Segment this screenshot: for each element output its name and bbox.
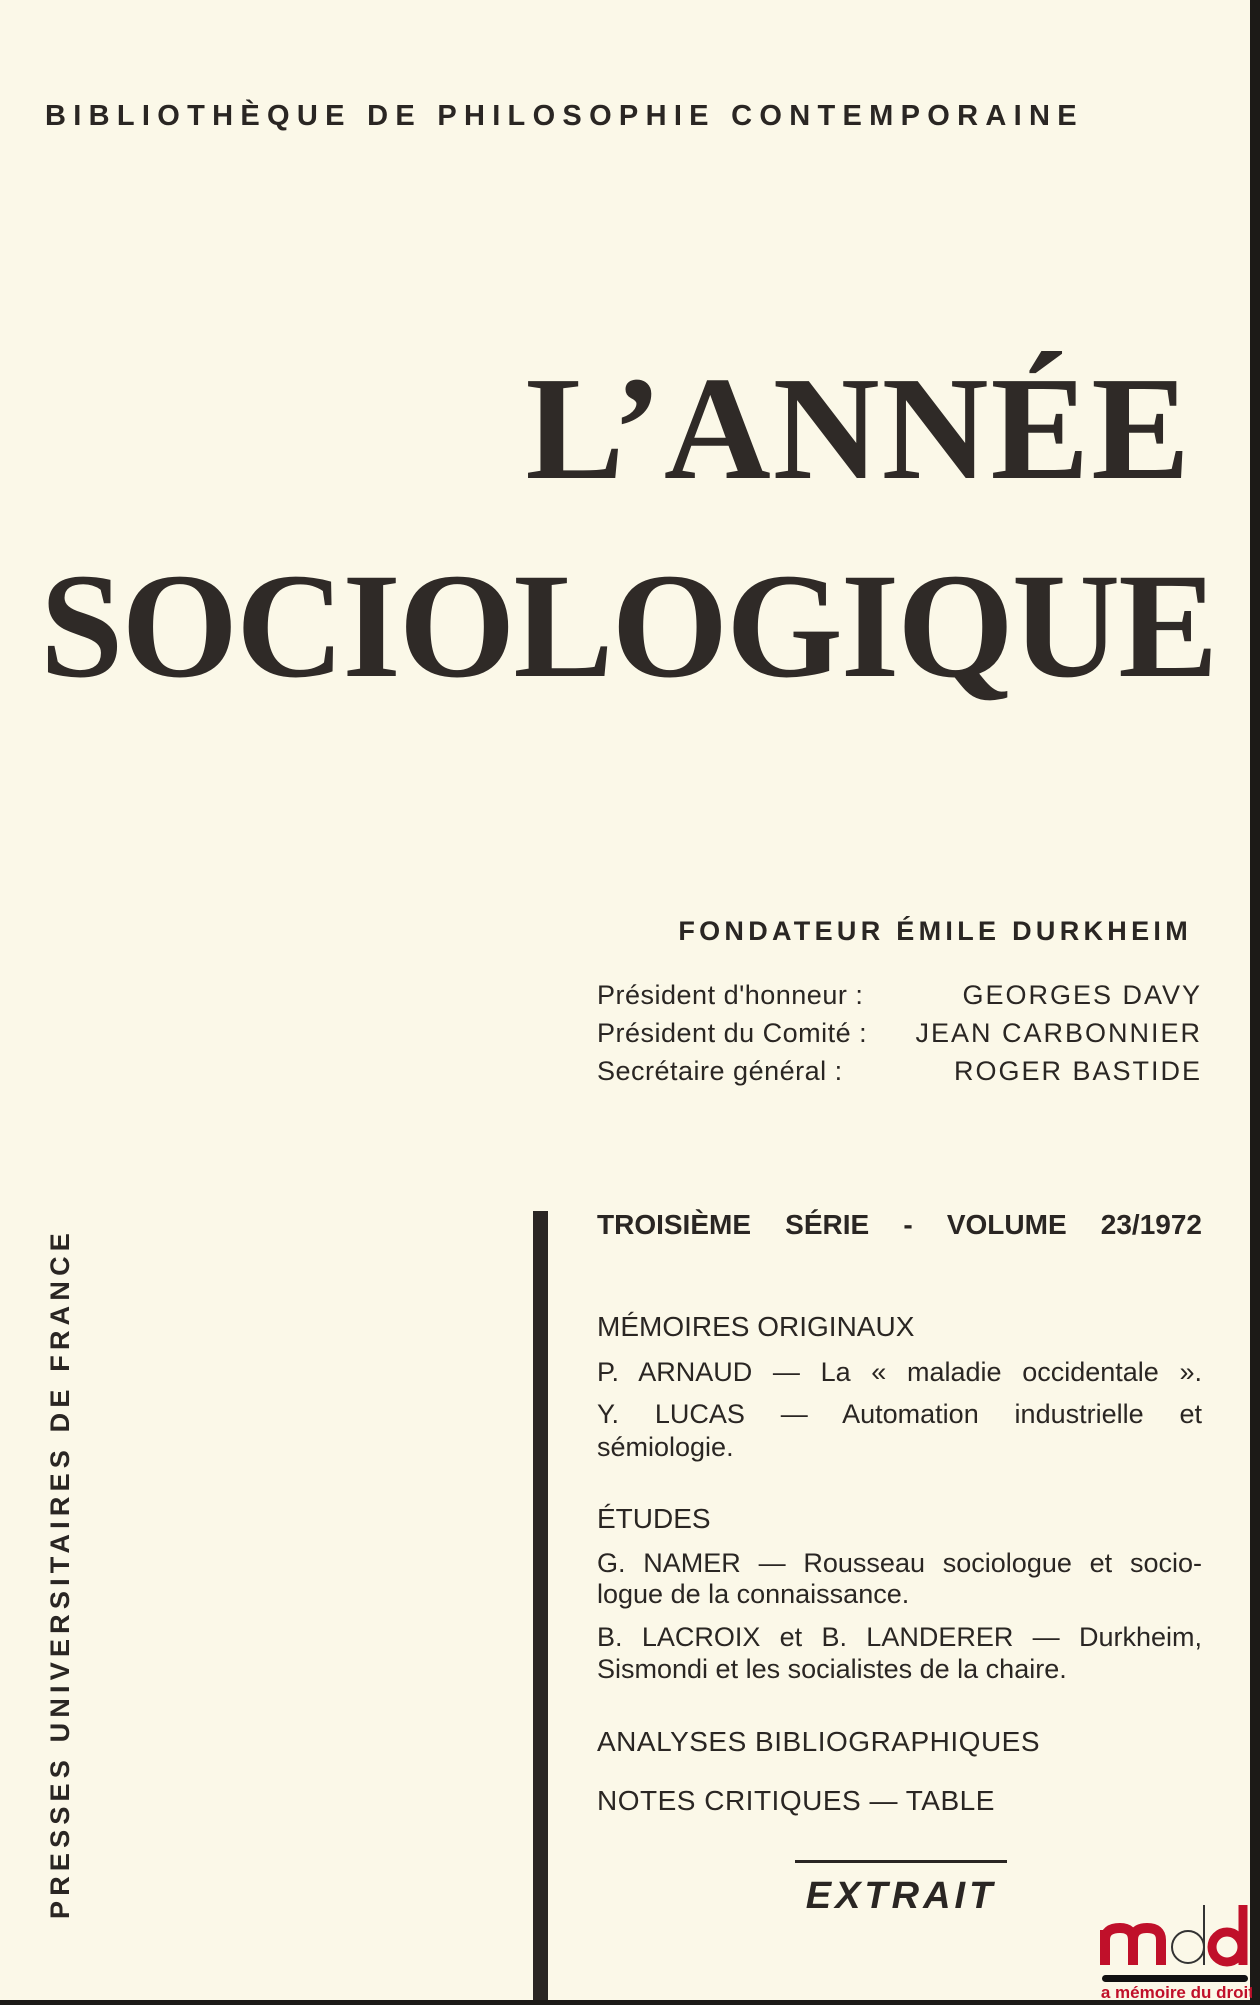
mdd-logo-icon <box>1100 1895 1252 2000</box>
role-label: Secrétaire général : <box>597 1056 843 1086</box>
entry-namer-2: logue de la connaissance. <box>597 1579 910 1609</box>
founder: FONDATEUR ÉMILE DURKHEIM <box>678 916 1192 946</box>
entry-namer-1: G. NAMER — Rousseau sociologue et socio- <box>597 1548 1202 1578</box>
entry-arnaud: P. ARNAUD — La « maladie occidentale ». <box>597 1357 1202 1387</box>
role-honorary-president <box>597 980 1202 1011</box>
entry-lacroix-1: B. LACROIX et B. LANDERER — Durkheim, <box>597 1622 1202 1652</box>
collection-name: BIBLIOTHÈQUE DE PHILOSOPHIE CONTEMPORAINE <box>45 100 1084 132</box>
role-secretary <box>597 1056 1202 1087</box>
role-name: ROGER BASTIDE <box>953 1056 1202 1086</box>
notes: NOTES CRITIQUES — TABLE <box>597 1785 995 1816</box>
heading-memoires: MÉMOIRES ORIGINAUX <box>597 1311 915 1342</box>
mdd-logo <box>1100 1895 1252 2005</box>
role-label: Président du Comité : <box>597 1018 868 1048</box>
heading-etudes: ÉTUDES <box>597 1503 711 1534</box>
title-line-1: L’ANNÉE <box>525 347 1192 511</box>
entry-lacroix-2: Sismondi et les socialistes de la chaire. <box>597 1654 1067 1684</box>
extrait-rule <box>795 1860 1007 1863</box>
role-name: JEAN CARBONNIER <box>915 1018 1202 1048</box>
publisher: PRESSES UNIVERSITAIRES DE FRANCE <box>45 1228 75 1919</box>
role-label: Président d'honneur : <box>597 980 864 1010</box>
role-committee-president <box>597 1018 1202 1049</box>
entry-lucas-2: sémiologie. <box>597 1432 734 1462</box>
extrait-label: EXTRAIT <box>805 1875 997 1917</box>
volume-info: TROISIÈME SÉRIE - VOLUME 23/1972 <box>597 1209 1202 1240</box>
entry-lucas-1: Y. LUCAS — Automation industrielle et <box>597 1399 1202 1429</box>
analyses: ANALYSES BIBLIOGRAPHIQUES <box>597 1726 1041 1757</box>
title-line-2: SOCIOLOGIQUE <box>40 543 1217 709</box>
svg-text:la mémoire du droit: la mémoire du droit <box>1100 1983 1252 2000</box>
role-name: GEORGES DAVY <box>962 980 1202 1010</box>
vertical-rule <box>533 1211 548 2000</box>
